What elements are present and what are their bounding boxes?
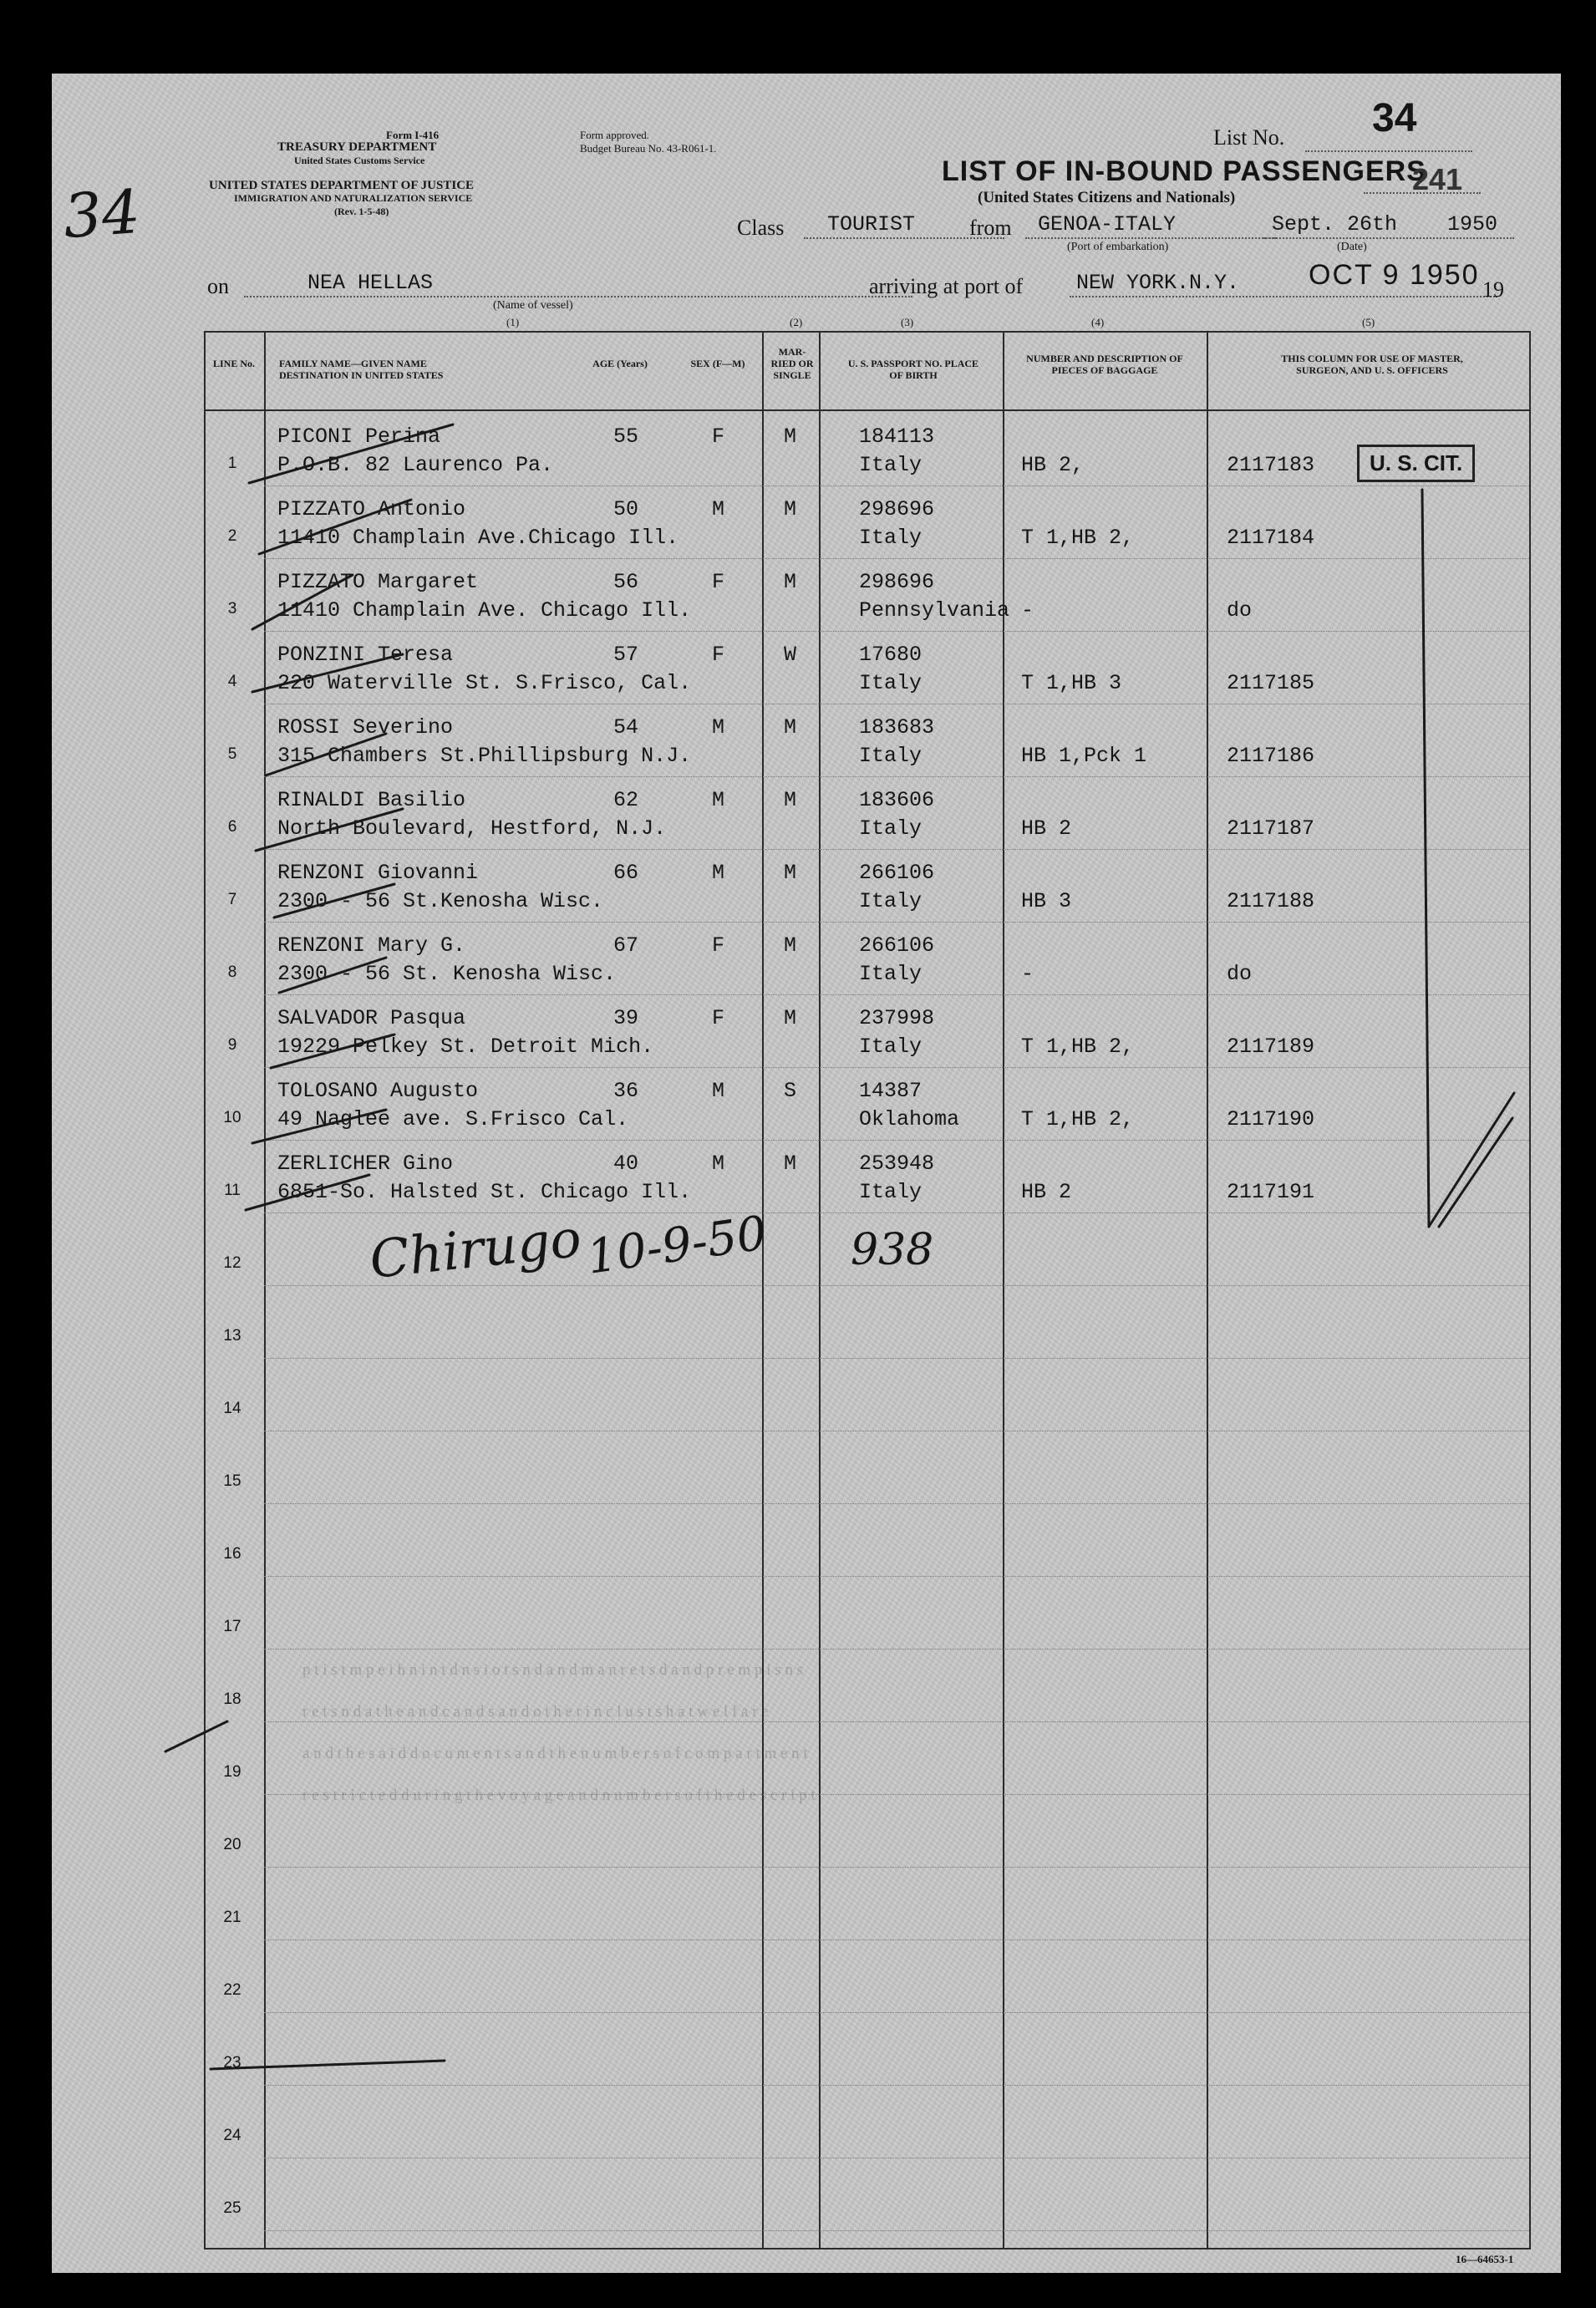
- cell-passport: 266106: [859, 933, 935, 958]
- cell-name: PIZZATO Antonio: [277, 497, 466, 521]
- footer-code: 16—64653-1: [1456, 2253, 1514, 2265]
- cell-officer: 2117185: [1227, 671, 1315, 695]
- cell-birth: Italy: [859, 1180, 923, 1204]
- cell-name: SALVADOR Pasqua: [277, 1006, 466, 1030]
- date-label: (Date): [1337, 241, 1367, 253]
- header-married: MAR-RIED OR SINGLE: [770, 346, 814, 381]
- cell-baggage: HB 2: [1021, 1180, 1072, 1204]
- cell-ms: S: [784, 1079, 797, 1103]
- line-number: 3: [227, 600, 237, 618]
- cell-ms: M: [784, 1006, 797, 1030]
- cell-birth: Italy: [859, 816, 923, 841]
- line-number: 25: [223, 2199, 241, 2217]
- cell-officer: do: [1227, 962, 1253, 986]
- cell-birth: Pennsylvania: [859, 598, 1010, 623]
- customs-service: United States Customs Service: [294, 155, 425, 166]
- cell-age: 55: [613, 424, 639, 449]
- cell-passport: 237998: [859, 1006, 935, 1030]
- cell-officer: 2117184: [1227, 526, 1315, 550]
- cell-age: 39: [613, 1006, 639, 1030]
- cell-ms: M: [784, 497, 797, 521]
- line-number: 6: [227, 818, 237, 836]
- cell-ms: M: [784, 788, 797, 812]
- handwritten-signature: Chirugo: [366, 1207, 584, 1291]
- ins-service: IMMIGRATION AND NATURALIZATION SERVICE: [234, 192, 473, 204]
- line-number: 16: [223, 1545, 241, 1563]
- cell-ms: M: [784, 861, 797, 885]
- line-number: 2: [227, 527, 237, 545]
- manifest-sheet: [52, 74, 1561, 2273]
- bleed-through-text: a n d t h e s a i d d o c u m e n t s a n d t h e n u m b e r s o f c o m p a r t m e n t: [302, 1745, 808, 1762]
- cell-officer: do: [1227, 598, 1253, 623]
- cell-age: 56: [613, 570, 639, 594]
- line-number: 9: [227, 1036, 237, 1054]
- cell-officer: 2117191: [1227, 1180, 1315, 1204]
- cell-passport: 266106: [859, 861, 935, 885]
- cell-age: 54: [613, 715, 639, 740]
- cell-dest: 11410 Champlain Ave. Chicago Ill.: [277, 598, 692, 623]
- cell-passport: 298696: [859, 570, 935, 594]
- line-number: 19: [223, 1763, 241, 1781]
- revision: (Rev. 1-5-48): [334, 206, 389, 217]
- cell-ms: M: [784, 424, 797, 449]
- class-value: TOURIST: [827, 212, 916, 236]
- cell-age: 57: [613, 643, 639, 667]
- line-number: 10: [223, 1109, 241, 1126]
- from-value: GENOA-ITALY: [1038, 212, 1177, 236]
- cell-birth: Oklahoma: [859, 1107, 960, 1131]
- cell-name: TOLOSANO Augusto: [277, 1079, 479, 1103]
- cell-birth: Italy: [859, 671, 923, 695]
- margin-note: 34: [61, 175, 143, 252]
- justice-dept: UNITED STATES DEPARTMENT OF JUSTICE: [209, 179, 475, 192]
- arrival-year-suffix: 19: [1482, 277, 1504, 302]
- cell-passport: 184113: [859, 424, 935, 449]
- cell-birth: Italy: [859, 962, 923, 986]
- cell-dest: P.O.B. 82 Laurenco Pa.: [277, 453, 554, 477]
- cell-passport: 183683: [859, 715, 935, 740]
- cell-name: PONZINI Teresa: [277, 643, 454, 667]
- form-approved: Form approved.: [580, 129, 650, 141]
- line-number: 22: [223, 1981, 241, 1999]
- cell-baggage: HB 1,Pck 1: [1021, 744, 1147, 768]
- class-label: Class: [737, 216, 785, 240]
- cell-ms: M: [784, 570, 797, 594]
- cell-ms: M: [784, 933, 797, 958]
- cell-passport: 14387: [859, 1079, 923, 1103]
- vessel-label: (Name of vessel): [493, 299, 573, 312]
- handwritten-count: 938: [851, 1225, 934, 1275]
- cell-sex: F: [712, 643, 725, 667]
- cell-baggage: T 1,HB 2,: [1021, 526, 1135, 550]
- line-number: 12: [223, 1254, 241, 1272]
- us-citizen-stamp: U. S. CIT.: [1357, 445, 1475, 482]
- line-number: 15: [223, 1472, 241, 1490]
- cell-ms: M: [784, 715, 797, 740]
- handwritten-date: 10-9-50: [583, 1206, 770, 1285]
- cell-dest: 2300 - 56 St.Kenosha Wisc.: [277, 889, 604, 913]
- line-number: 13: [223, 1327, 241, 1345]
- form-subtitle: (United States Citizens and Nationals): [978, 189, 1236, 206]
- cell-passport: 253948: [859, 1151, 935, 1176]
- cell-passport: 183606: [859, 788, 935, 812]
- cell-age: 36: [613, 1079, 639, 1103]
- cell-officer: 2117188: [1227, 889, 1315, 913]
- cell-birth: Italy: [859, 1035, 923, 1059]
- cell-dest: 49 Naglee ave. S.Frisco Cal.: [277, 1107, 629, 1131]
- cell-birth: Italy: [859, 744, 923, 768]
- date-year: 1950: [1447, 212, 1498, 236]
- cell-sex: M: [712, 788, 725, 812]
- cell-officer: 2117189: [1227, 1035, 1315, 1059]
- header-line-no: LINE No.: [212, 358, 255, 369]
- line-number: 24: [223, 2127, 241, 2144]
- arrival-port: NEW YORK.N.Y.: [1076, 271, 1240, 295]
- arrival-date-stamp: OCT 9 1950: [1309, 259, 1480, 291]
- cell-baggage: T 1,HB 2,: [1021, 1107, 1135, 1131]
- vessel-name: NEA HELLAS: [308, 271, 434, 295]
- header-officers: THIS COLUMN FOR USE OF MASTER, SURGEON, AND U. S. OFFICERS: [1281, 353, 1463, 376]
- bleed-through-text: r e s t r i c t e d d u r i n g t h e v o y a g e a n d n u m b e r s o f t h e d e s c r i p t: [302, 1787, 816, 1804]
- cell-baggage: HB 2,: [1021, 453, 1085, 477]
- line-number: 4: [227, 673, 237, 690]
- bleed-through-text: r e t s n d a t h e a n d c a n d s a n d o t h e r i n c l u s t s h a t w e l f a r e: [302, 1703, 769, 1721]
- line-number: 23: [223, 2054, 241, 2072]
- col-number: (5): [1362, 316, 1375, 328]
- cell-passport: 17680: [859, 643, 923, 667]
- pen-marks: [52, 74, 1561, 2273]
- cell-dest: 11410 Champlain Ave.Chicago Ill.: [277, 526, 679, 550]
- form-title: LIST OF IN-BOUND PASSENGERS: [942, 155, 1426, 187]
- cell-officer: 2117187: [1227, 816, 1315, 841]
- cell-baggage: HB 2: [1021, 816, 1072, 841]
- cell-dest: 6851-So. Halsted St. Chicago Ill.: [277, 1180, 692, 1204]
- col-number: (3): [901, 316, 914, 328]
- line-number: 7: [227, 891, 237, 908]
- budget-bureau: Budget Bureau No. 43-R061-1.: [580, 142, 717, 155]
- header-name: FAMILY NAME—GIVEN NAME DESTINATION IN UNITED STATES: [279, 358, 444, 381]
- arriving-label: arriving at port of: [869, 274, 1024, 298]
- cell-sex: M: [712, 1151, 725, 1176]
- cell-name: PIZZATO Margaret: [277, 570, 479, 594]
- cell-sex: F: [712, 424, 725, 449]
- cell-dest: 19229 Pelkey St. Detroit Mich.: [277, 1035, 654, 1059]
- treasury-dept: TREASURY DEPARTMENT: [277, 140, 437, 154]
- cell-sex: M: [712, 1079, 725, 1103]
- cell-officer: 2117186: [1227, 744, 1315, 768]
- cell-sex: M: [712, 497, 725, 521]
- cell-sex: M: [712, 861, 725, 885]
- header-age: AGE (Years): [592, 358, 648, 369]
- cell-birth: Italy: [859, 526, 923, 550]
- cell-baggage: -: [1021, 598, 1034, 623]
- cell-age: 40: [613, 1151, 639, 1176]
- cell-birth: Italy: [859, 453, 923, 477]
- on-label: on: [207, 274, 229, 298]
- cell-sex: F: [712, 933, 725, 958]
- header-passport: U. S. PASSPORT NO. PLACE OF BIRTH: [847, 358, 979, 381]
- list-sub-number: 241: [1412, 162, 1463, 196]
- cell-name: RENZONI Mary G.: [277, 933, 466, 958]
- cell-age: 62: [613, 788, 639, 812]
- col-number: (4): [1091, 316, 1105, 328]
- cell-name: RINALDI Basilio: [277, 788, 466, 812]
- form-number: Form I-416: [386, 129, 440, 141]
- from-label: from: [969, 216, 1012, 240]
- cell-officer: 2117183: [1227, 453, 1315, 477]
- cell-age: 50: [613, 497, 639, 521]
- cell-dest: North Boulevard, Hestford, N.J.: [277, 816, 667, 841]
- cell-age: 66: [613, 861, 639, 885]
- cell-ms: W: [784, 643, 797, 667]
- col-number: (2): [790, 316, 803, 328]
- cell-name: RENZONI Giovanni: [277, 861, 479, 885]
- cell-dest: 315 Chambers St.Phillipsburg N.J.: [277, 744, 692, 768]
- cell-birth: Italy: [859, 889, 923, 913]
- cell-dest: 2300 - 56 St. Kenosha Wisc.: [277, 962, 617, 986]
- cell-baggage: T 1,HB 2,: [1021, 1035, 1135, 1059]
- cell-baggage: -: [1021, 962, 1034, 986]
- cell-passport: 298696: [859, 497, 935, 521]
- cell-name: ZERLICHER Gino: [277, 1151, 454, 1176]
- line-number: 11: [224, 1182, 241, 1199]
- cell-sex: F: [712, 570, 725, 594]
- line-number: 18: [223, 1690, 241, 1708]
- list-no-label: List No.: [1213, 125, 1285, 150]
- line-number: 17: [223, 1618, 241, 1635]
- cell-officer: 2117190: [1227, 1107, 1315, 1131]
- line-number: 14: [223, 1400, 241, 1417]
- line-number: 8: [227, 963, 237, 981]
- cell-sex: M: [712, 715, 725, 740]
- line-number: 20: [223, 1836, 241, 1853]
- cell-baggage: HB 3: [1021, 889, 1072, 913]
- header-sex: SEX (F—M): [690, 358, 745, 369]
- cell-name: ROSSI Severino: [277, 715, 454, 740]
- cell-age: 67: [613, 933, 639, 958]
- cell-sex: F: [712, 1006, 725, 1030]
- col-number: (1): [506, 316, 520, 328]
- date-value: Sept. 26th: [1272, 212, 1398, 236]
- line-number: 5: [227, 745, 237, 763]
- header-baggage: NUMBER AND DESCRIPTION OF PIECES OF BAGGAGE: [1026, 353, 1183, 376]
- cell-dest: 220 Waterville St. S.Frisco, Cal.: [277, 671, 692, 695]
- line-number: 21: [223, 1909, 241, 1926]
- cell-name: PICONI Perina: [277, 424, 441, 449]
- port-embark-label: (Port of embarkation): [1067, 241, 1169, 253]
- list-no-value: 34: [1372, 96, 1417, 140]
- line-number: 1: [227, 455, 237, 472]
- cell-baggage: T 1,HB 3: [1021, 671, 1122, 695]
- bleed-through-text: p t i s t m p e i h n i n t d n s i o t s n d a n d m a n r e t s d a n d p r e m p i s n s: [302, 1661, 803, 1679]
- cell-ms: M: [784, 1151, 797, 1176]
